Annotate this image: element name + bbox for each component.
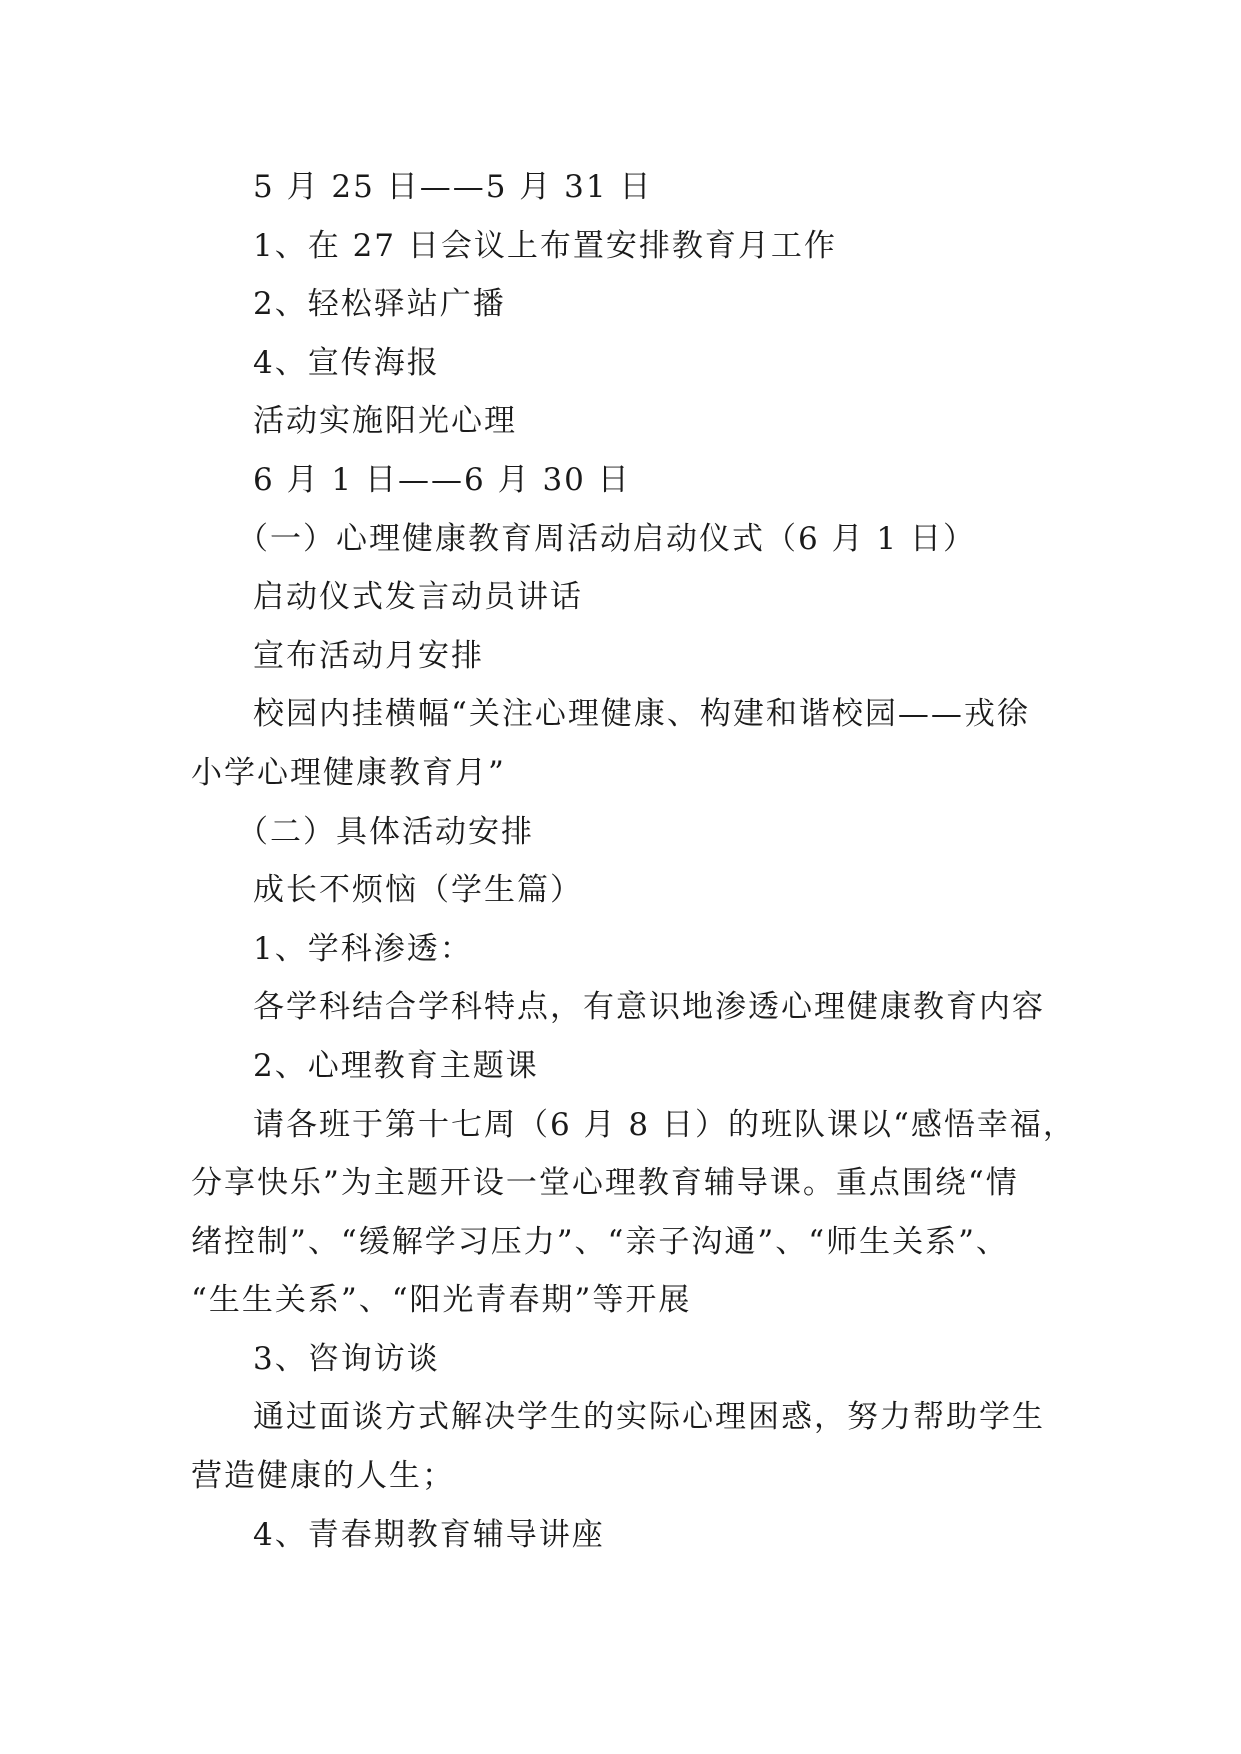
document-body bbox=[191, 158, 1076, 1564]
paragraph-line: 营造健康的人生； bbox=[191, 1458, 455, 1495]
paragraph-line: 绪控制”、“缓解学习压力”、“亲子沟通”、“师生关系”、 bbox=[191, 1223, 1009, 1260]
list-item-poster: 4、宣传海报 bbox=[253, 344, 440, 381]
list-item-consultation: 3、咨询访谈 bbox=[253, 1340, 440, 1377]
list-item-broadcast: 2、轻松驿站广播 bbox=[253, 286, 506, 323]
list-item-subject: 1、学科渗透： bbox=[253, 930, 473, 967]
paragraph-line: “生生关系”、“阳光青春期”等开展 bbox=[191, 1282, 692, 1319]
paragraph-line: 分享快乐”为主题开设一堂心理教育辅导课。重点围绕“情 bbox=[191, 1165, 1019, 1202]
paragraph-line: 宣布活动月安排 bbox=[253, 637, 484, 674]
paragraph-line: 各学科结合学科特点，有意识地渗透心理健康教育内容 bbox=[253, 989, 1045, 1026]
list-item-meeting: 1、在 27 日会议上布置安排教育月工作 bbox=[253, 227, 837, 264]
date-range-may: 5 月 25 日——5 月 31 日 bbox=[253, 169, 653, 205]
paragraph-line: 请各班于第十七周（6 月 8 日）的班队课以“感悟幸福， bbox=[253, 1106, 1076, 1143]
paragraph-line: 小学心理健康教育月” bbox=[191, 754, 506, 791]
paragraph-line: 通过面谈方式解决学生的实际心理困惑，努力帮助学生 bbox=[253, 1399, 1045, 1436]
subsection-activities: （二）具体活动安排 bbox=[237, 813, 534, 850]
list-item-lecture: 4、青春期教育辅导讲座 bbox=[253, 1516, 605, 1553]
subsection-launch-ceremony: （一）心理健康教育周活动启动仪式（6 月 1 日） bbox=[237, 520, 977, 557]
paragraph-line: 启动仪式发言动员讲话 bbox=[253, 579, 583, 616]
paragraph-line: 成长不烦恼（学生篇） bbox=[253, 872, 583, 909]
date-range-june: 6 月 1 日——6 月 30 日 bbox=[253, 461, 631, 498]
list-item-theme-class: 2、心理教育主题课 bbox=[253, 1047, 539, 1084]
section-heading: 活动实施阳光心理 bbox=[253, 403, 517, 440]
paragraph-line: 校园内挂横幅“关注心理健康、构建和谐校园——戎徐 bbox=[253, 696, 1030, 733]
